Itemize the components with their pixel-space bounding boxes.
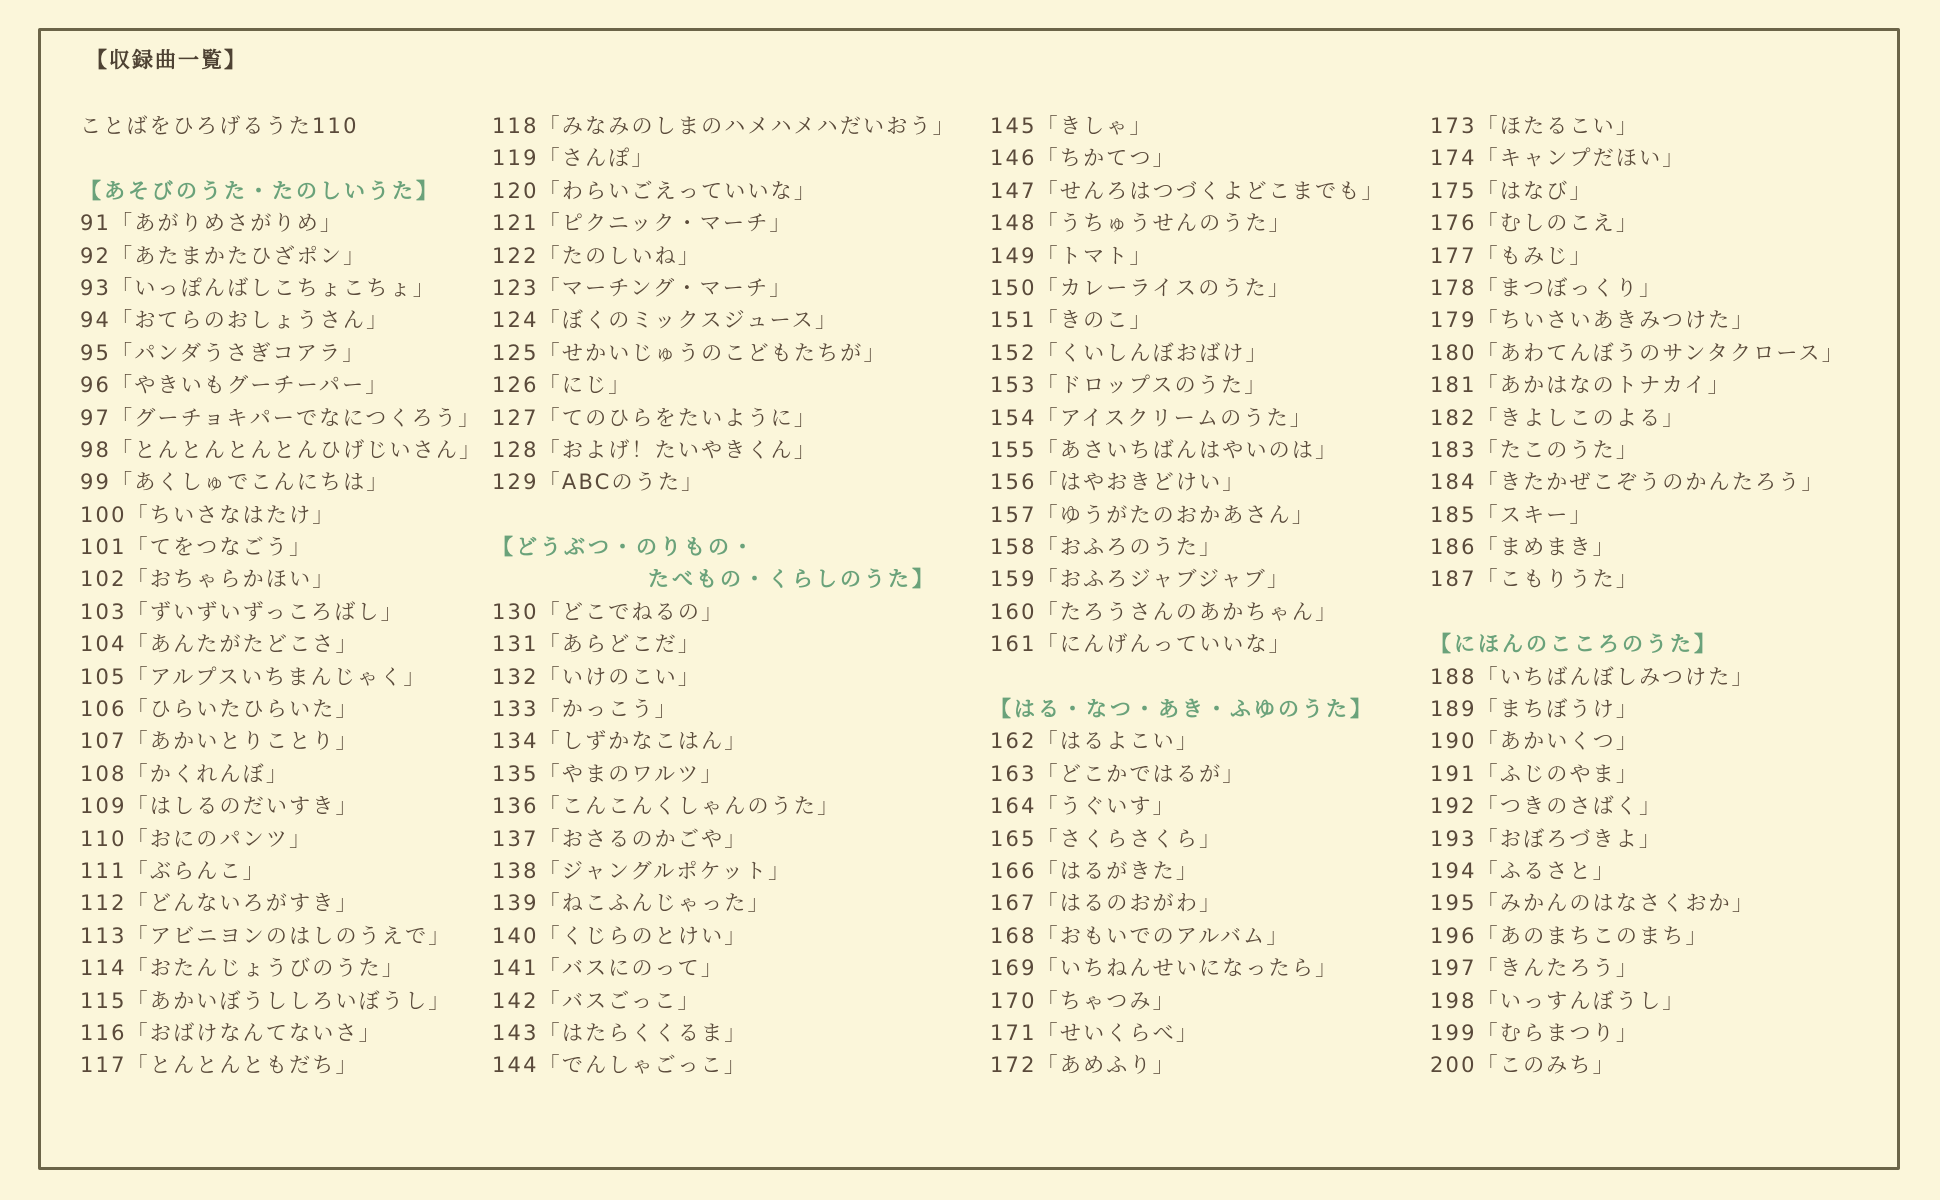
track-item: 181「あかはなのトナカイ」 [1430,373,1731,398]
track-item: 148「うちゅうせんのうた」 [990,211,1292,236]
track-item: 191「ふじのやま」 [1430,761,1640,786]
track-item: 149「トマト」 [990,243,1153,268]
section-heading: 【あそびのうた・たのしいうた】 [80,178,440,203]
track-item: 199「むらまつり」 [1430,1020,1640,1045]
track-item: 142「バスごっこ」 [492,988,701,1013]
track-item: 113「アビニヨンのはしのうえで」 [80,923,452,948]
track-item: 134「しずかなこはん」 [492,729,748,754]
track-column-4 [1430,110,1845,1082]
track-item: 100「ちいさなはたけ」 [80,502,336,527]
track-item: 104「あんたがたどこさ」 [80,632,359,657]
track-item: 140「くじらのとけい」 [492,923,748,948]
track-item: 98「とんとんとんとんひげじいさん」 [80,437,483,462]
track-item: 138「ジャングルポケット」 [492,858,792,883]
track-item: 105「アルプスいちまんじゃく」 [80,664,427,689]
track-item: 101「てをつなごう」 [80,535,313,560]
track-item: 196「あのまちこのまち」 [1430,923,1709,948]
track-item: 198「いっすんぼうし」 [1430,988,1686,1013]
track-item: 172「あめふり」 [990,1053,1176,1078]
track-item: 112「どんないろがすき」 [80,891,359,916]
spacer [1430,596,1845,628]
track-item: 168「おもいでのアルバム」 [990,923,1290,948]
track-item: 116「おばけなんてないさ」 [80,1020,382,1045]
track-item: 176「むしのこえ」 [1430,211,1640,236]
track-item: 166「はるがきた」 [990,858,1200,883]
track-item: 169「いちねんせいになったら」 [990,956,1339,981]
track-item: 155「あさいちばんはやいのは」 [990,437,1339,462]
track-item: 130「どこでねるの」 [492,599,725,624]
track-item: 192「つきのさばく」 [1430,794,1663,819]
track-item: 128「およげ！たいやきくん」 [492,437,818,462]
track-item: 135「やまのワルツ」 [492,761,724,786]
track-item: 189「まちぼうけ」 [1430,697,1640,722]
spacer [990,661,1385,693]
section-heading: 【どうぶつ・のりもの・ [492,535,756,560]
track-item: 147「せんろはつづくよどこまでも」 [990,178,1385,203]
track-item: 177「もみじ」 [1430,243,1593,268]
track-item: 109「はしるのだいすき」 [80,794,359,819]
album-title: ことばをひろげるうた110 [80,114,359,138]
track-item: 160「たろうさんのあかちゃん」 [990,599,1339,624]
track-item: 145「きしゃ」 [990,114,1153,138]
track-item: 108「かくれんぼ」 [80,761,290,786]
track-item: 131「あらどこだ」 [492,632,702,657]
track-item: 123「マーチング・マーチ」 [492,275,793,300]
page-title: 【収録曲一覧】 [86,48,247,72]
track-item: 143「はたらくくるま」 [492,1020,748,1045]
track-item: 146「ちかてつ」 [990,146,1176,171]
track-item: 200「このみち」 [1430,1053,1616,1078]
track-item: 170「ちゃつみ」 [990,988,1176,1013]
track-item: 178「まつぼっくり」 [1430,275,1663,300]
track-item: 144「でんしゃごっこ」 [492,1053,748,1078]
track-item: 107「あかいとりことり」 [80,729,359,754]
track-item: 121「ピクニック・マーチ」 [492,211,793,236]
section-heading-continued: たべもの・くらしのうた】 [648,567,936,592]
track-column-2 [492,110,956,1082]
track-item: 156「はやおきどけい」 [990,470,1246,495]
track-item: 195「みかんのはなさくおか」 [1430,891,1756,916]
track-item: 194「ふるさと」 [1430,858,1616,883]
track-item: 175「はなび」 [1430,178,1593,203]
track-item: 96「やきいもグーチーパー」 [80,373,389,398]
track-item: 125「せかいじゅうのこどもたちが」 [492,340,887,365]
track-item: 127「てのひらをたいように」 [492,405,818,430]
track-item: 115「あかいぼうししろいぼうし」 [80,988,452,1013]
track-item: 124「ぼくのミックスジュース」 [492,308,839,333]
track-item: 157「ゆうがたのおかあさん」 [990,502,1316,527]
track-item: 164「うぐいす」 [990,794,1176,819]
track-item: 110「おにのパンツ」 [80,826,313,851]
track-item: 184「きたかぜこぞうのかんたろう」 [1430,470,1825,495]
track-item: 120「わらいごえっていいな」 [492,178,818,203]
section-heading: 【にほんのこころのうた】 [1430,632,1718,657]
track-item: 141「バスにのって」 [492,956,725,981]
track-item: 180「あわてんぼうのサンタクロース」 [1430,340,1845,365]
track-item: 197「きんたろう」 [1430,956,1640,981]
track-item: 137「おさるのかごや」 [492,826,748,851]
section-heading: 【はる・なつ・あき・ふゆのうた】 [990,697,1374,722]
track-item: 188「いちばんぼしみつけた」 [1430,664,1755,689]
track-item: 97「グーチョキパーでなにつくろう」 [80,405,482,430]
track-item: 173「ほたるこい」 [1430,114,1640,138]
track-item: 126「にじ」 [492,373,632,398]
track-item: 161「にんげんっていいな」 [990,632,1292,657]
track-item: 94「おてらのおしょうさん」 [80,308,390,333]
track-item: 114「おたんじょうびのうた」 [80,956,406,981]
track-item: 91「あがりめさがりめ」 [80,211,344,236]
track-item: 174「キャンプだほい」 [1430,146,1686,171]
track-item: 93「いっぽんばしこちょこちょ」 [80,275,436,300]
track-item: 117「とんとんともだち」 [80,1053,359,1078]
track-item: 136「こんこんくしゃんのうた」 [492,794,841,819]
track-item: 182「きよしこのよる」 [1430,405,1686,430]
track-item: 129「ABCのうた」 [492,470,705,495]
track-item: 106「ひらいたひらいた」 [80,697,359,722]
track-item: 185「スキー」 [1430,502,1593,527]
track-column-3 [990,110,1385,1082]
track-item: 151「きのこ」 [990,308,1153,333]
track-item: 171「せいくらべ」 [990,1020,1200,1045]
track-item: 150「カレーライスのうた」 [990,275,1292,300]
track-item: 118「みなみのしまのハメハメハだいおう」 [492,114,956,138]
track-item: 111「ぶらんこ」 [80,858,266,883]
spacer [80,142,482,174]
track-column-1 [80,110,482,1082]
track-item: 158「おふろのうた」 [990,535,1223,560]
track-item: 133「かっこう」 [492,697,678,722]
track-item: 102「おちゃらかほい」 [80,567,336,592]
track-item: 163「どこかではるが」 [990,761,1246,786]
track-item: 179「ちいさいあきみつけた」 [1430,308,1755,333]
track-item: 165「さくらさくら」 [990,826,1223,851]
track-item: 154「アイスクリームのうた」 [990,405,1313,430]
track-item: 122「たのしいね」 [492,243,702,268]
track-item: 167「はるのおがわ」 [990,891,1223,916]
track-item: 183「たこのうた」 [1430,437,1640,462]
track-item: 187「こもりうた」 [1430,567,1640,592]
track-item: 152「くいしんぼおばけ」 [990,340,1269,365]
track-item: 159「おふろジャブジャブ」 [990,567,1291,592]
track-item: 119「さんぽ」 [492,146,655,171]
track-item: 132「いけのこい」 [492,664,702,689]
track-item: 193「おぼろづきよ」 [1430,826,1663,851]
track-item: 162「はるよこい」 [990,729,1200,754]
track-item: 190「あかいくつ」 [1430,729,1640,754]
track-item: 92「あたまかたひざポン」 [80,243,367,268]
track-item: 186「まめまき」 [1430,535,1616,560]
track-item: 139「ねこふんじゃった」 [492,891,771,916]
spacer [492,499,956,531]
track-item: 103「ずいずいずっころばし」 [80,599,404,624]
track-item: 99「あくしゅでこんにちは」 [80,470,390,495]
track-item: 95「パンダうさぎコアラ」 [80,340,366,365]
track-item: 153「ドロップスのうた」 [990,373,1268,398]
